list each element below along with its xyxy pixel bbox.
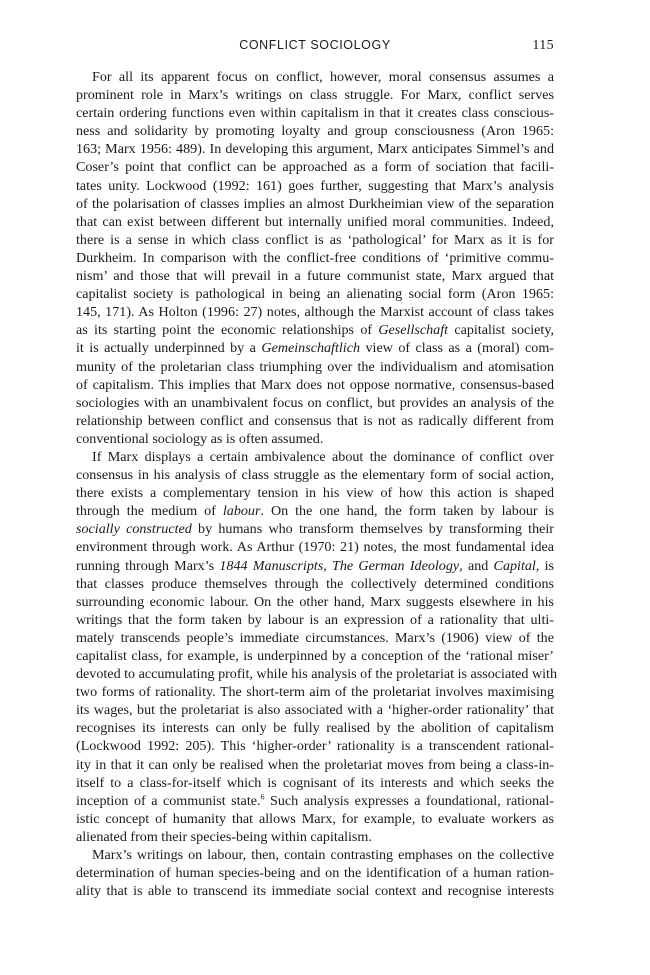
- text-segment: 145, 171). As Holton (1996: 27) notes, although the Marxist account of class takes: [76, 304, 554, 321]
- italic-text: Gemeinschaftlich: [261, 340, 361, 357]
- text-segment: Such analysis expresses a foundational, rational-: [264, 792, 554, 809]
- text-line: [76, 448, 554, 466]
- text-segment: munity of the proletarian class triumphing over the individualism and atomisation: [76, 358, 554, 375]
- text-line: [76, 285, 554, 303]
- text-line: [76, 846, 554, 864]
- text-segment: certain ordering functions even within capitalism in that it creates class conscious-: [76, 105, 554, 122]
- text-segment: . On the one hand, the form taken by labour is: [260, 503, 554, 520]
- text-line: [76, 68, 554, 86]
- text-segment: For all its apparent focus on conflict, however, moral consensus assumes a: [92, 69, 554, 85]
- text-segment: devoted to accumulating profit, while his analysis of the proletariat is associated with: [76, 666, 558, 683]
- text-segment: of capitalism. This implies that Marx does not oppose normative, consensus-based: [76, 376, 554, 393]
- text-segment: sociologies with an unambivalent focus on conflict, but provides an analysis of the: [76, 394, 554, 411]
- text-line: [76, 665, 558, 683]
- text-line: [76, 683, 554, 701]
- text-segment: ity in that it can only be realised when the proletariat moves from being a class-in-: [76, 756, 554, 773]
- text-segment: istic concept of humanity that allows Marx, for example, to evaluate workers as: [76, 810, 554, 827]
- text-segment: inception of a communist state.: [76, 792, 261, 809]
- text-line: [76, 231, 554, 249]
- text-line: [76, 213, 554, 231]
- text-segment: consensus in his analysis of class struggle as the elementary form of social action,: [76, 467, 554, 484]
- text-line: [76, 122, 554, 140]
- italic-text: labour: [222, 503, 261, 520]
- text-segment: its wages, but the proletariat is also associated with a ‘higher-order rationality’ that: [76, 702, 554, 719]
- text-segment: it is actually underpinned by a: [76, 340, 262, 357]
- book-page: [76, 38, 558, 900]
- text-line: [76, 557, 554, 575]
- text-segment: through the medium of: [76, 503, 223, 520]
- text-line: [76, 339, 554, 357]
- text-line: [76, 828, 554, 846]
- italic-text: socially constructed: [76, 521, 192, 538]
- text-line: [76, 737, 554, 755]
- text-line: [76, 376, 554, 394]
- text-line: [76, 177, 554, 195]
- text-segment: Marx’s writings on labour, then, contain contrasting emphases on the collective: [92, 847, 554, 864]
- text-line: [76, 864, 554, 882]
- text-segment: If Marx displays a certain ambivalence about the dominance of conflict over: [92, 448, 554, 465]
- italic-text: Capital: [493, 557, 536, 574]
- text-segment: that can exist between different but internally unified moral communities. Indeed,: [76, 213, 554, 230]
- text-segment: (Lockwood 1992: 205). This ‘higher-order’ rationality is a transcendent rational-: [76, 738, 554, 755]
- text-segment: prominent role in Marx’s writings on class struggle. For Marx, conflict serves: [76, 87, 554, 104]
- text-segment: mately transcends people’s immediate circumstances. Marx’s (1906) view of the: [76, 629, 554, 646]
- text-segment: Coser’s point that conflict can be approached as a form of sociation that facili-: [76, 159, 554, 176]
- text-segment: relationship between conflict and consensus that is not as radically different from: [76, 412, 554, 429]
- text-line: [76, 484, 554, 502]
- text-segment: that classes produce themselves through the collectively determined conditions: [76, 575, 554, 592]
- text-line: [76, 466, 554, 484]
- text-line: [76, 756, 554, 774]
- text-segment: environment through work. As Arthur (1970: 21) notes, the most fundamental idea: [76, 539, 554, 556]
- text-segment: as its starting point the economic relationships of: [76, 322, 379, 339]
- text-segment: writings that the form taken by labour is an expression of a rationality that ulti-: [76, 611, 554, 628]
- text-segment: , and: [459, 557, 494, 574]
- text-segment: recognises its interests can only be fully realised by the abolition of capitalism: [76, 720, 554, 737]
- text-segment: capitalist society is pathological in being an alienating social form (Aron 1965:: [76, 286, 554, 303]
- text-line: [76, 701, 554, 719]
- text-segment: capitalist society,: [448, 322, 555, 339]
- text-segment: itself to a class-for-itself which is cognisant of its interests and which seeks the: [76, 774, 554, 791]
- text-line: [76, 430, 554, 448]
- italic-text: 1844 Manuscripts, The German Ideology: [219, 557, 460, 574]
- text-line: [76, 810, 554, 828]
- page-number: 115: [532, 38, 554, 53]
- text-segment: of the polarisation of classes implies an almost Durkheimian view of the separation: [76, 195, 554, 212]
- text-segment: conventional sociology as is often assumed.: [76, 430, 324, 447]
- text-line: [76, 502, 554, 520]
- text-segment: by humans who transform themselves by transforming their: [191, 521, 554, 538]
- footnote-reference: 6: [260, 792, 265, 802]
- text-line: [76, 86, 554, 104]
- text-segment: tates unity. Lockwood (1992: 161) goes further, suggesting that Marx’s analysis: [76, 177, 554, 194]
- text-line: [76, 538, 554, 556]
- text-line: [76, 158, 554, 176]
- running-header: [76, 38, 554, 58]
- text-segment: capitalist class, for example, is underpinned by a conception of the ‘rational miser’: [76, 648, 554, 664]
- text-line: [76, 104, 554, 122]
- text-line: [76, 792, 554, 810]
- text-line: [76, 394, 554, 412]
- text-segment: ality that is able to transcend its immediate social context and recognise interests: [76, 883, 554, 900]
- text-line: [76, 719, 554, 737]
- text-segment: view of class as a (moral) com-: [360, 340, 554, 357]
- text-line: [76, 358, 554, 376]
- text-segment: 163; Marx 1956: 489). In developing this argument, Marx anticipates Simmel’s and: [76, 141, 554, 158]
- body-text: [76, 68, 558, 900]
- text-segment: alienated from their species-being within capitalism.: [76, 828, 372, 845]
- text-line: [76, 412, 554, 430]
- text-segment: nism’ and those that will prevail in a future communist state, Marx argued that: [76, 268, 554, 285]
- italic-text: Gesellschaft: [378, 322, 449, 339]
- text-line: [76, 140, 554, 158]
- text-line: [76, 611, 554, 629]
- text-line: [76, 249, 554, 267]
- text-segment: running through Marx’s: [76, 557, 220, 574]
- text-line: [76, 267, 554, 285]
- text-line: [76, 195, 554, 213]
- text-line: [76, 520, 554, 538]
- text-segment: determination of human species-being and on the identification of a human ration-: [76, 865, 554, 882]
- text-segment: ness and solidarity by promoting loyalty and group consciousness (Aron 1965:: [76, 123, 554, 140]
- text-segment: surrounding economic labour. On the other hand, Marx suggests elsewhere in his: [76, 593, 554, 610]
- text-line: [76, 321, 554, 339]
- text-line: [76, 882, 554, 900]
- text-segment: , is: [535, 557, 555, 574]
- text-segment: Durkheim. In comparison with the conflict-free conditions of ‘primitive commu-: [76, 249, 554, 266]
- text-segment: there is a sense in which class conflict is as ‘pathological’ for Marx as it is for: [76, 231, 554, 248]
- running-title: CONFLICT SOCIOLOGY: [239, 38, 391, 52]
- text-line: [76, 774, 554, 792]
- text-segment: two forms of rationality. The short-term aim of the proletariat involves maximising: [76, 684, 554, 701]
- text-line: [76, 575, 554, 593]
- text-line: [76, 593, 554, 611]
- text-line: [76, 303, 554, 321]
- text-segment: there exists a complementary tension in his view of how this action is shaped: [76, 485, 554, 502]
- text-line: [76, 647, 554, 665]
- text-line: [76, 629, 554, 647]
